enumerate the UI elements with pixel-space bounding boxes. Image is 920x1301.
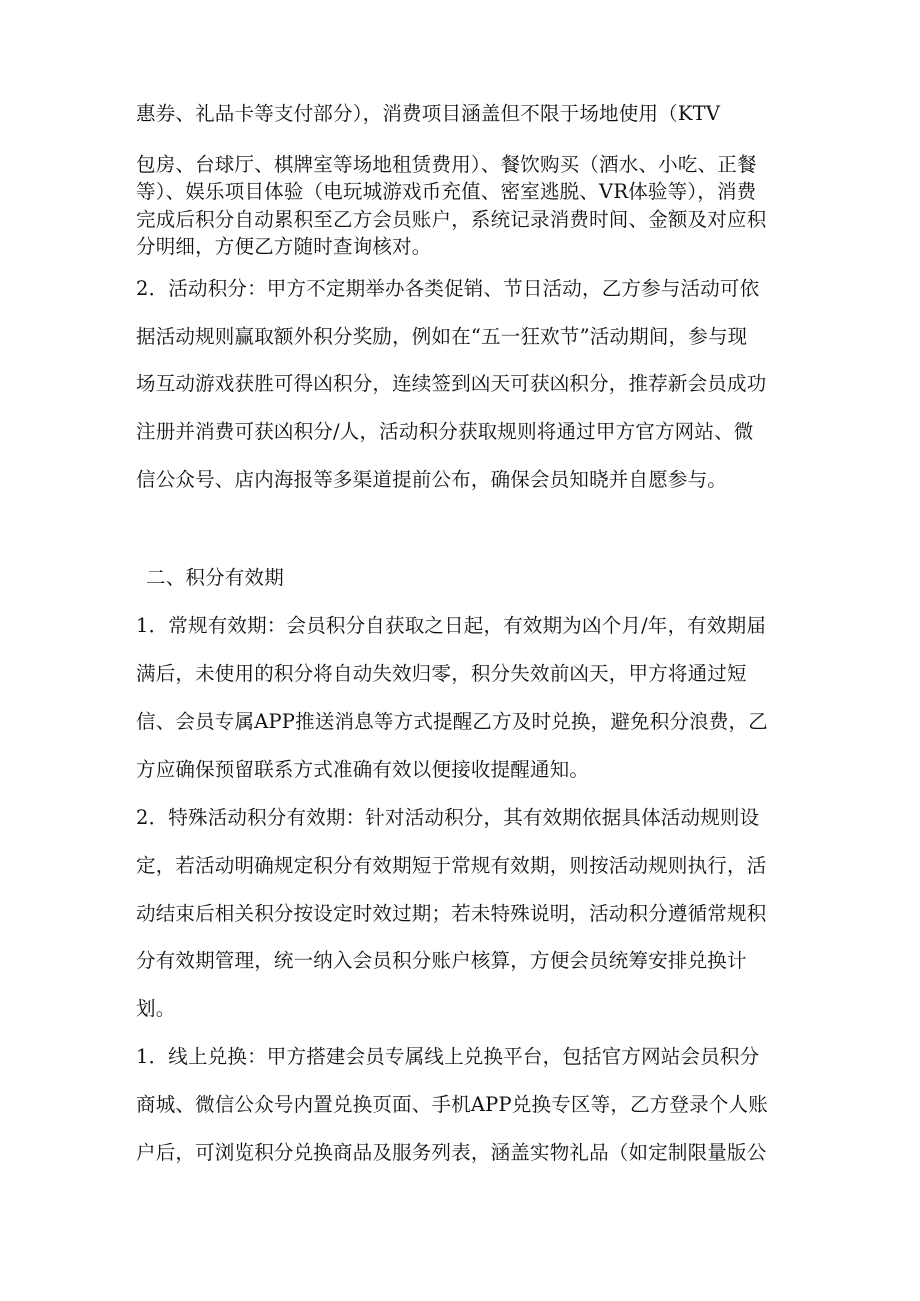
text-line: 注册并消费可获凶积分/人，活动积分获取规则将通过甲方官方网站、微 (136, 420, 754, 443)
text-line: 划。 (136, 997, 176, 1020)
text-line: 户后，可浏览积分兑换商品及服务列表，涵盖实物礼品（如定制限量版公 (136, 1141, 767, 1164)
text-line: 1．常规有效期：会员积分自获取之日起，有效期为凶个月/年，有效期届 (136, 614, 767, 637)
text-line: 分明细，方便乙方随时查询核对。 (136, 235, 432, 258)
text-line: 方应确保预留联系方式准确有效以便接收提醒通知。 (136, 758, 590, 781)
text-line: 定，若活动明确规定积分有效期短于常规有效期，则按活动规则执行，活 (136, 854, 767, 877)
text-line: 动结束后相关积分按设定时效过期；若未特殊说明，活动积分遵循常规积 (136, 902, 767, 925)
text-line: 信、会员专属APP推送消息等方式提醒乙方及时兑换，避免积分浪费，乙 (136, 710, 768, 733)
text-line: 2．特殊活动积分有效期：针对活动积分，其有效期依据具体活动规则设 (136, 806, 760, 829)
text-line: 场互动游戏获胜可得凶积分，连续签到凶天可获凶积分，推荐新会员成功 (136, 372, 767, 395)
section-heading: 二、积分有效期 (146, 566, 284, 589)
text-line: 商城、微信公众号内置兑换页面、手机APP兑换专区等，乙方登录个人账 (136, 1093, 768, 1116)
text-line: 惠券、礼品卡等支付部分），消费项目涵盖但不限于场地使用（KTV (136, 102, 721, 125)
text-line: 包房、台球厅、棋牌室等场地租赁费用）、餐饮购买（酒水、小吃、正餐 (136, 153, 757, 176)
text-line: 信公众号、店内海报等多渠道提前公布，确保会员知晓并自愿参与。 (136, 468, 728, 491)
text-line: 1．线上兑换：甲方搭建会员专属线上兑换平台，包括官方网站会员积分 (136, 1045, 760, 1068)
text-line: 满后，未使用的积分将自动失效归零，积分失效前凶天，甲方将通过短 (136, 662, 747, 685)
text-line: 2．活动积分：甲方不定期举办各类促销、节日活动，乙方参与活动可依 (136, 277, 760, 300)
text-line: 据活动规则赢取额外积分奖励，例如在“五一狂欢节”活动期间，参与现 (136, 325, 748, 348)
text-line: 等）、娱乐项目体验（电玩城游戏币充值、密室逃脱、VR体验等），消费 (136, 180, 757, 203)
text-line: 分有效期管理，统一纳入会员积分账户核算，方便会员统筹安排兑换计 (136, 949, 747, 972)
text-line: 完成后积分自动累积至乙方会员账户，系统记录消费时间、金额及对应积 (136, 208, 767, 231)
